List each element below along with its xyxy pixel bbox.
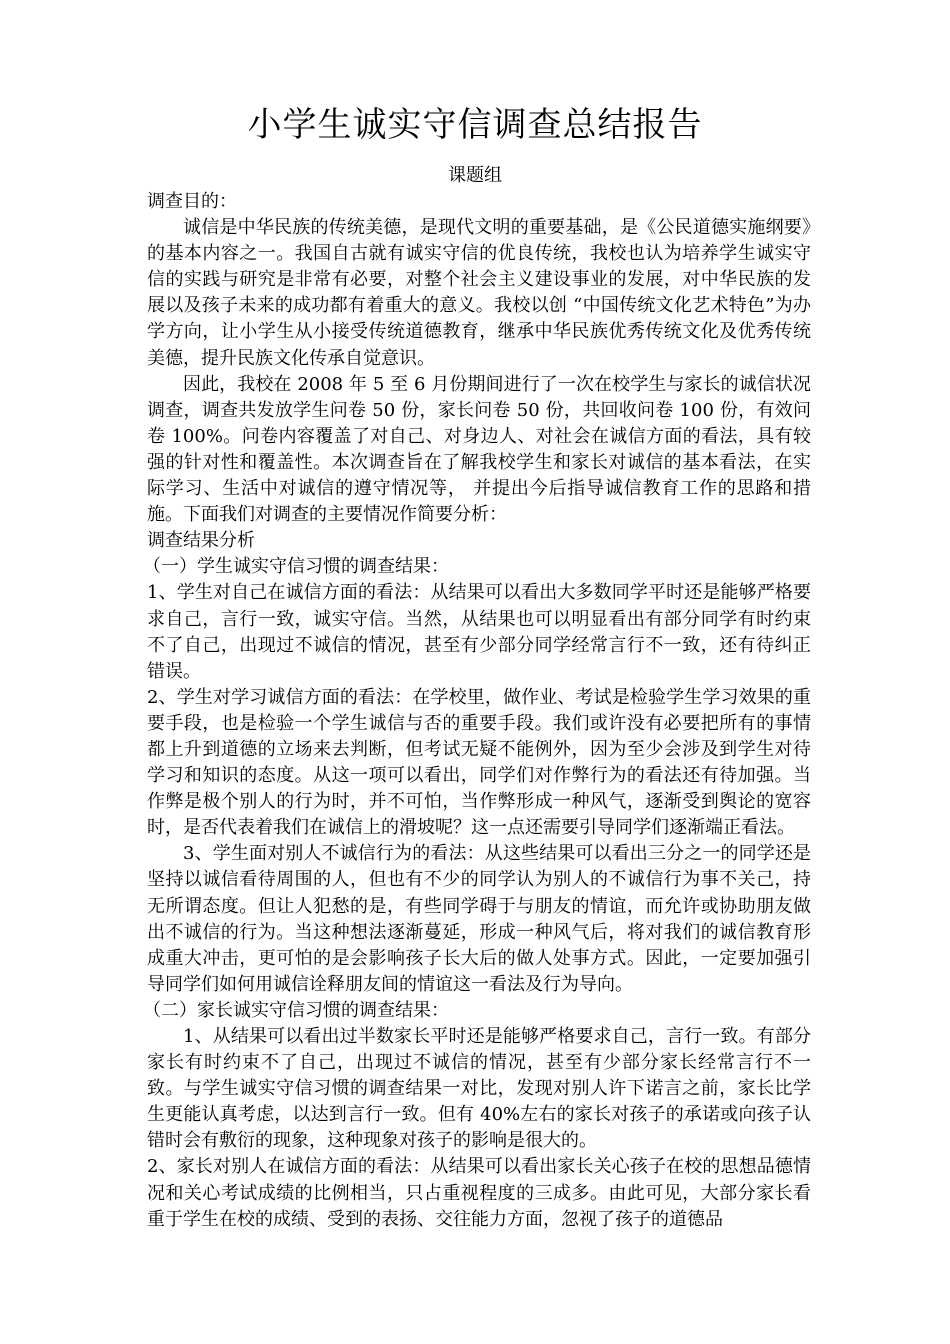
paragraph-parent-others-view: 2、家长对别人在诚信方面的看法：从结果可以看出家长关心孩子在校的思想品德情况和关心考试成绩的比例相当，只占重视程度的三成多。由此可见，大部分家长看重于学生在校的成绩、受到的表扬、交往能力方面，忽视了孩子的道德品: [147, 1156, 811, 1230]
paragraph-student-study-honesty: 2、学生对学习诚信方面的看法：在学校里，做作业、考试是检验学生学习效果的重要手段，也是检验一个学生诚信与否的重要手段。我们或许没有必要把所有的事情都上升到道德的立场来去判断，但考试无疑不能例外，因为至少会涉及到学生对待学习和知识的态度。从这一项可以看出，同学们对作弊行为的看法还有待加强。当作弊是极个别人的行为时，并不可怕，当作弊形成一种风气，逐渐受到舆论的宽容时，是否代表着我们在诚信上的滑坡呢？这一点还需要引导同学们逐渐端正看法。: [147, 686, 811, 839]
section-heading-analysis: 调查结果分析: [147, 530, 255, 552]
document-body: [143, 189, 811, 1233]
section-heading-purpose: 调查目的：: [147, 191, 237, 212]
document-title: 小学生诚实守信调查总结报告: [247, 105, 703, 145]
paragraph-student-self-view: 1、学生对自己在诚信方面的看法：从结果可以看出大多数同学平时还是能够严格要求自己，言行一致，诚实守信。当然，从结果也可以明显看出有部分同学有时约束不了自己，出现过不诚信的情况，甚至有少部分同学经常言行不一致，还有待纠正错误。: [147, 582, 811, 682]
subsection-heading-students: （一）学生诚实守信习惯的调查结果：: [143, 556, 449, 578]
paragraph-survey-method: 因此，我校在 2008 年 5 至 6 月份期间进行了一次在校学生与家长的诚信状况调查，调查共发放学生问卷 50 份，家长问卷 50 份，共回收问卷 100 份，有效问卷 100%。问卷内容覆盖了对自己、对身边人、对社会在诚信方面的看法，具有较强的针对性和覆盖性。本次调查旨在了解我校学生和家长对诚信的基本看法，在实际学习、生活中对诚信的遵守情况等， 并提出今后指导诚信教育工作的思路和措施。下面我们对调查的主要情况作简要分析：: [147, 373, 811, 526]
paragraph-student-others-view: 3、学生面对别人不诚信行为的看法：从这些结果可以看出三分之一的同学还是坚持以诚信看待周围的人，但也有不少的同学认为别人的不诚信行为事不关己，持无所谓态度。但让人犯愁的是，有些同学碍于与朋友的情谊，而允许或协助朋友做出不诚信的行为。当这种想法逐渐蔓延，形成一种风气后，将对我们的诚信教育形成重大冲击，更可怕的是会影响孩子长大后的做人处事方式。因此，一定要加强引导同学们如何用诚信诠释朋友间的情谊这一看法及行为导向。: [147, 843, 811, 995]
document-author: 课题组: [448, 165, 502, 186]
paragraph-purpose-intro: 诚信是中华民族的传统美德，是现代文明的重要基础，是《公民道德实施纲要》的基本内容之一。我国自古就有诚实守信的优良传统，我校也认为培养学生诚实守信的实践与研究是非常有必要，对整个社会主义建设事业的发展，对中华民族的发展以及孩子未来的成功都有着重大的意义。我校以创 “中国传统文化艺术特色”为办学方向，让小学生从小接受传统道德教育，继承中华民族优秀传统文化及优秀传统美德，提升民族文化传承自觉意识。: [147, 217, 811, 369]
subsection-heading-parents: （二）家长诚实守信习惯的调查结果：: [143, 999, 449, 1021]
paragraph-parent-self-view: 1、从结果可以看出过半数家长平时还是能够严格要求自己，言行一致。有部分家长有时约束不了自己，出现过不诚信的情况，甚至有少部分家长经常言行不一致。与学生诚实守信习惯的调查结果一对比，发现对别人许下诺言之前，家长比学生更能认真考虑，以达到言行一致。但有 40%左右的家长对孩子的承诺或向孩子认错时会有敷衍的现象，这种现象对孩子的影响是很大的。: [147, 1026, 811, 1152]
